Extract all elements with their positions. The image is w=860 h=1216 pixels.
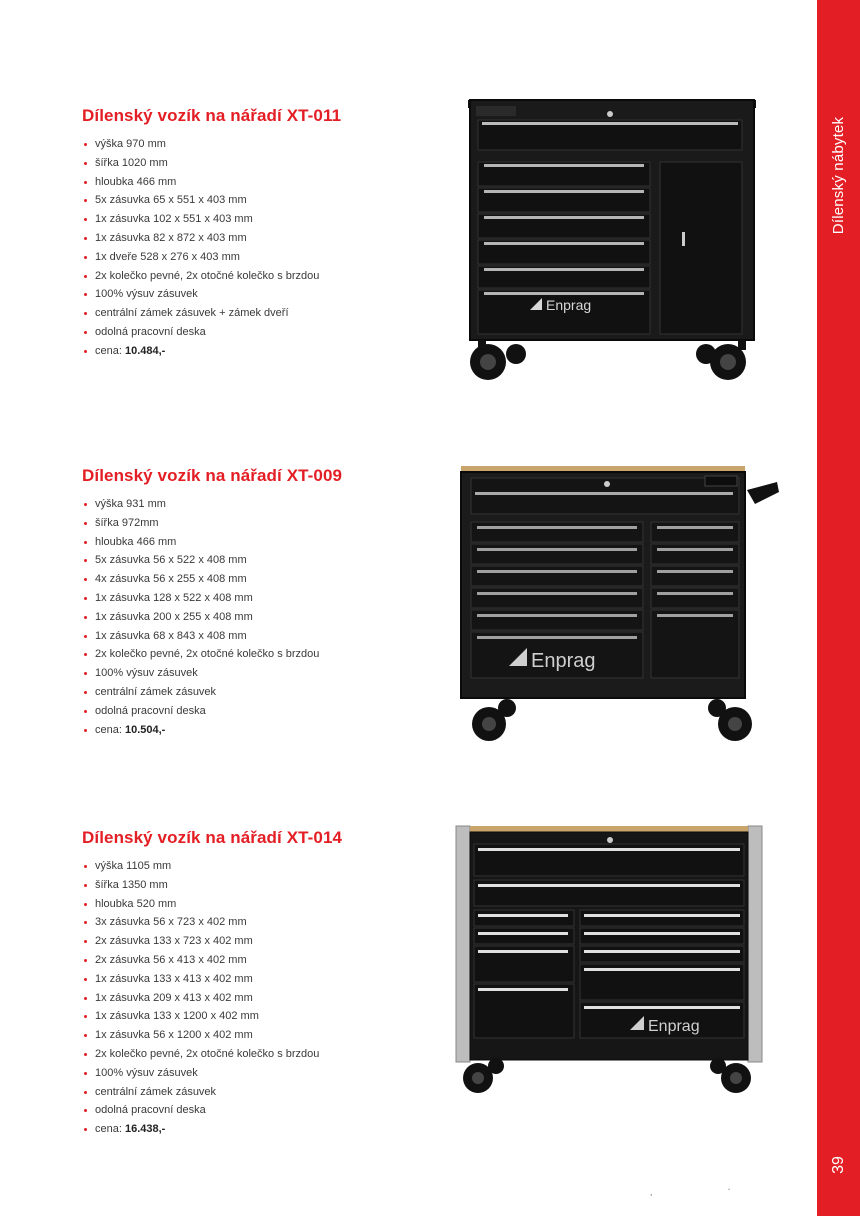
spec-item: 2x kolečko pevné, 2x otočné kolečko s brzdou xyxy=(82,1045,342,1064)
spec-item: výška 931 mm xyxy=(82,495,342,514)
spec-item: výška 1105 mm xyxy=(82,857,342,876)
spec-item: 100% výsuv zásuvek xyxy=(82,1064,342,1083)
price-value: 10.484,- xyxy=(124,344,166,357)
spec-item: výška 970 mm xyxy=(82,135,341,154)
footer-mark: ´ xyxy=(728,1188,731,1197)
brand-logo: Enprag xyxy=(546,297,592,313)
product-xt-011 xyxy=(82,106,341,361)
spec-item: šířka 972mm xyxy=(82,514,342,533)
product-title: Dílenský vozík na nářadí XT-011 xyxy=(82,106,342,125)
spec-item: centrální zámek zásuvek xyxy=(82,683,342,702)
price-label: cena: xyxy=(95,344,125,357)
spec-item: 1x zásuvka 200 x 255 x 408 mm xyxy=(82,608,342,627)
spec-item: 2x kolečko pevné, 2x otočné kolečko s brzdou xyxy=(82,645,342,664)
product-xt-009 xyxy=(82,466,342,739)
spec-item: 5x zásuvka 56 x 522 x 408 mm xyxy=(82,551,342,570)
spec-item: 1x dveře 528 x 276 x 403 mm xyxy=(82,248,341,267)
brand-logo: Enprag xyxy=(531,650,596,672)
spec-item: odolná pracovní deska xyxy=(82,702,342,721)
product-image-xt-009 xyxy=(455,460,785,750)
product-image-xt-011 xyxy=(462,92,762,392)
brand-logo: Enprag xyxy=(648,1018,700,1035)
spec-item: 1x zásuvka 68 x 843 x 408 mm xyxy=(82,627,342,646)
price-line xyxy=(82,342,341,361)
spec-list xyxy=(82,857,342,1120)
spec-item: 1x zásuvka 102 x 551 x 403 mm xyxy=(82,210,341,229)
spec-item: 2x zásuvka 133 x 723 x 402 mm xyxy=(82,932,342,951)
spec-item: šířka 1350 mm xyxy=(82,876,342,895)
spec-item: centrální zámek zásuvek + zámek dveří xyxy=(82,304,341,323)
price-line xyxy=(82,1120,342,1139)
spec-item: odolná pracovní deska xyxy=(82,323,341,342)
product-title: Dílenský vozík na nářadí XT-014 xyxy=(82,828,343,847)
price-label: cena: xyxy=(95,723,125,736)
spec-item: 1x zásuvka 82 x 872 x 403 mm xyxy=(82,229,341,248)
section-title: Dílenský nábytek xyxy=(830,116,848,234)
product-image-xt-014 xyxy=(452,822,772,1100)
spec-item: 3x zásuvka 56 x 723 x 402 mm xyxy=(82,913,342,932)
price-line xyxy=(82,721,342,740)
price-value: 10.504,- xyxy=(124,723,166,736)
spec-item: 1x zásuvka 209 x 413 x 402 mm xyxy=(82,989,342,1008)
page-number: 39 xyxy=(829,1156,847,1174)
product-xt-014 xyxy=(82,828,342,1139)
spec-item: 1x zásuvka 133 x 413 x 402 mm xyxy=(82,970,342,989)
spec-item: hloubka 520 mm xyxy=(82,895,342,914)
spec-item: šířka 1020 mm xyxy=(82,154,341,173)
spec-item: 1x zásuvka 133 x 1200 x 402 mm xyxy=(82,1007,342,1026)
price-label: cena: xyxy=(95,1123,125,1136)
section-sidebar xyxy=(817,0,860,1216)
spec-item: hloubka 466 mm xyxy=(82,533,342,552)
spec-item: 100% výsuv zásuvek xyxy=(82,285,341,304)
spec-item: 4x zásuvka 56 x 255 x 408 mm xyxy=(82,570,342,589)
spec-item: 2x zásuvka 56 x 413 x 402 mm xyxy=(82,951,342,970)
spec-item: 1x zásuvka 56 x 1200 x 402 mm xyxy=(82,1026,342,1045)
price-value: 16.438,- xyxy=(124,1123,166,1136)
product-title: Dílenský vozík na nářadí XT-009 xyxy=(82,466,343,485)
spec-item: 100% výsuv zásuvek xyxy=(82,664,342,683)
spec-list xyxy=(82,135,341,342)
spec-item: odolná pracovní deska xyxy=(82,1101,342,1120)
spec-item: 2x kolečko pevné, 2x otočné kolečko s brzdou xyxy=(82,267,341,286)
spec-item: 1x zásuvka 128 x 522 x 408 mm xyxy=(82,589,342,608)
spec-item: hloubka 466 mm xyxy=(82,173,341,192)
spec-list xyxy=(82,495,342,721)
spec-item: centrální zámek zásuvek xyxy=(82,1083,342,1102)
footer-mark: , xyxy=(650,1188,653,1197)
spec-item: 5x zásuvka 65 x 551 x 403 mm xyxy=(82,191,341,210)
